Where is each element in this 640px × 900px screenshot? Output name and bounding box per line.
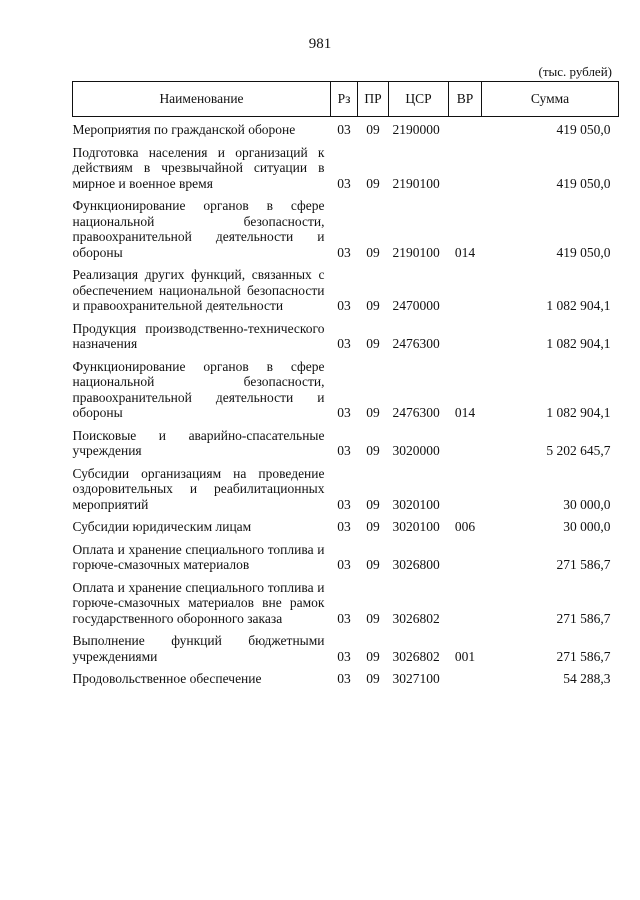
row-name [73,461,331,515]
row-rz: 03 [337,496,351,512]
table-header-row [73,82,619,117]
row-pr: 09 [366,405,380,420]
row-csr: 3020100 [392,519,440,534]
row-pr: 09 [366,298,380,313]
row-vr: 006 [454,519,476,534]
row-sum: 419 050,0 [556,244,611,260]
row-csr: 2470000 [392,298,440,313]
row-rz: 03 [337,648,351,664]
row-rz: 03 [337,175,351,191]
row-vr [449,461,482,515]
table-row [73,316,619,354]
row-sum: 1 082 904,1 [546,405,611,420]
row-name [73,514,331,537]
row-pr: 09 [366,244,380,260]
row-rz: 03 [337,336,351,351]
row-name-text: Мероприятия по гражданской обороне [72,122,296,137]
row-rz: 03 [337,519,351,534]
row-sum: 5 202 645,7 [546,443,611,458]
row-name-text: Продовольственное обеспечение [72,671,262,686]
row-rz: 03 [337,557,351,572]
row-pr: 09 [366,496,380,512]
row-name [73,666,331,689]
row-name-text: Оплата и хранение специального топлива и горюче-смазочных материалов [72,541,325,572]
units-label: (тыс. рублей) [538,64,612,79]
row-rz: 03 [337,122,351,137]
row-name-text: Продукция производственно-технического назначения [72,320,325,351]
table-row [73,117,619,140]
table-row [73,537,619,575]
table-row [73,514,619,537]
row-pr: 09 [366,122,380,137]
row-name-text: Подготовка населения и организаций к действиям в чрезвычайной ситуации в мирное и военное время [72,144,325,191]
row-rz: 03 [337,610,351,626]
table-row [73,628,619,666]
table-row [73,140,619,194]
row-vr: 014 [454,244,476,260]
row-name-text: Субсидии организациям на проведение оздоровительных и реабилитационных мероприятий [72,465,325,512]
row-sum: 30 000,0 [563,496,611,512]
row-sum: 30 000,0 [563,519,611,534]
page-number: 981 [308,36,332,52]
row-pr: 09 [366,557,380,572]
row-pr: 09 [366,519,380,534]
row-csr: 3027100 [392,671,440,686]
row-pr: 09 [366,648,380,664]
header-csr: ЦСР [389,82,449,117]
row-rz: 03 [337,298,351,313]
budget-table [72,81,619,689]
row-pr: 09 [366,175,380,191]
row-sum: 419 050,0 [556,122,611,137]
row-name [73,140,331,194]
row-name [73,423,331,461]
table-row [73,575,619,629]
row-name-text: Реализация других функций, связанных с обеспечением национальной безопасности и правоохранительной деятельности [72,267,325,313]
row-rz: 03 [337,244,351,260]
row-csr: 2190100 [392,244,440,260]
table-row [73,666,619,689]
table-row [73,423,619,461]
row-csr: 3020100 [392,496,440,512]
row-vr: 001 [454,648,476,664]
header-name: Наименование [73,82,331,117]
row-name-text: Оплата и хранение специального топлива и горюче-смазочных материалов вне рамок государственного оборонного заказа [72,579,325,626]
row-vr [449,666,482,689]
row-csr: 2190100 [392,175,440,191]
row-vr [449,537,482,575]
row-name [73,575,331,629]
row-pr: 09 [366,610,380,626]
row-pr: 09 [366,443,380,458]
header-sum: Сумма [482,82,619,117]
table-row [73,262,619,316]
row-sum: 271 586,7 [556,648,611,664]
row-vr [449,262,482,316]
row-csr: 3026802 [392,648,440,664]
table-body [73,117,619,689]
row-sum: 1 082 904,1 [546,336,611,351]
row-sum: 271 586,7 [556,610,611,626]
row-csr: 2190000 [392,122,440,137]
row-vr: 014 [454,405,476,420]
header-vr: ВР [449,82,482,117]
row-vr [449,316,482,354]
row-pr: 09 [366,671,380,686]
row-name [73,537,331,575]
row-vr [449,117,482,140]
row-sum: 419 050,0 [556,175,611,191]
row-csr: 2476300 [392,405,440,420]
row-csr: 3020000 [392,443,440,458]
table-row [73,193,619,262]
row-csr: 3026802 [392,610,440,626]
row-vr [449,575,482,629]
row-sum: 54 288,3 [563,671,611,686]
row-rz: 03 [337,443,351,458]
row-name [73,117,331,140]
row-sum: 271 586,7 [556,557,611,572]
row-vr [449,140,482,194]
table-row [73,461,619,515]
row-vr [449,423,482,461]
header-rz: Рз [331,82,358,117]
row-name-text: Функционирование органов в сфере национальной безопасности, правоохранительной деятельности и обороны [72,198,325,260]
row-name [73,354,331,423]
row-name-text: Поисковые и аварийно-спасательные учреждения [72,427,325,458]
row-csr: 2476300 [392,336,440,351]
header-pr: ПР [358,82,389,117]
row-csr: 3026800 [392,557,440,572]
row-name-text: Субсидии юридическим лицам [72,519,252,534]
row-name [73,628,331,666]
table-row [73,354,619,423]
row-name-text: Функционирование органов в сфере национальной безопасности, правоохранительной деятельности и обороны [72,358,325,420]
row-rz: 03 [337,405,351,420]
row-sum: 1 082 904,1 [546,298,611,313]
row-rz: 03 [337,671,351,686]
row-name [73,316,331,354]
row-name [73,262,331,316]
row-name [73,193,331,262]
row-pr: 09 [366,336,380,351]
row-name-text: Выполнение функций бюджетными учреждениями [72,633,325,664]
